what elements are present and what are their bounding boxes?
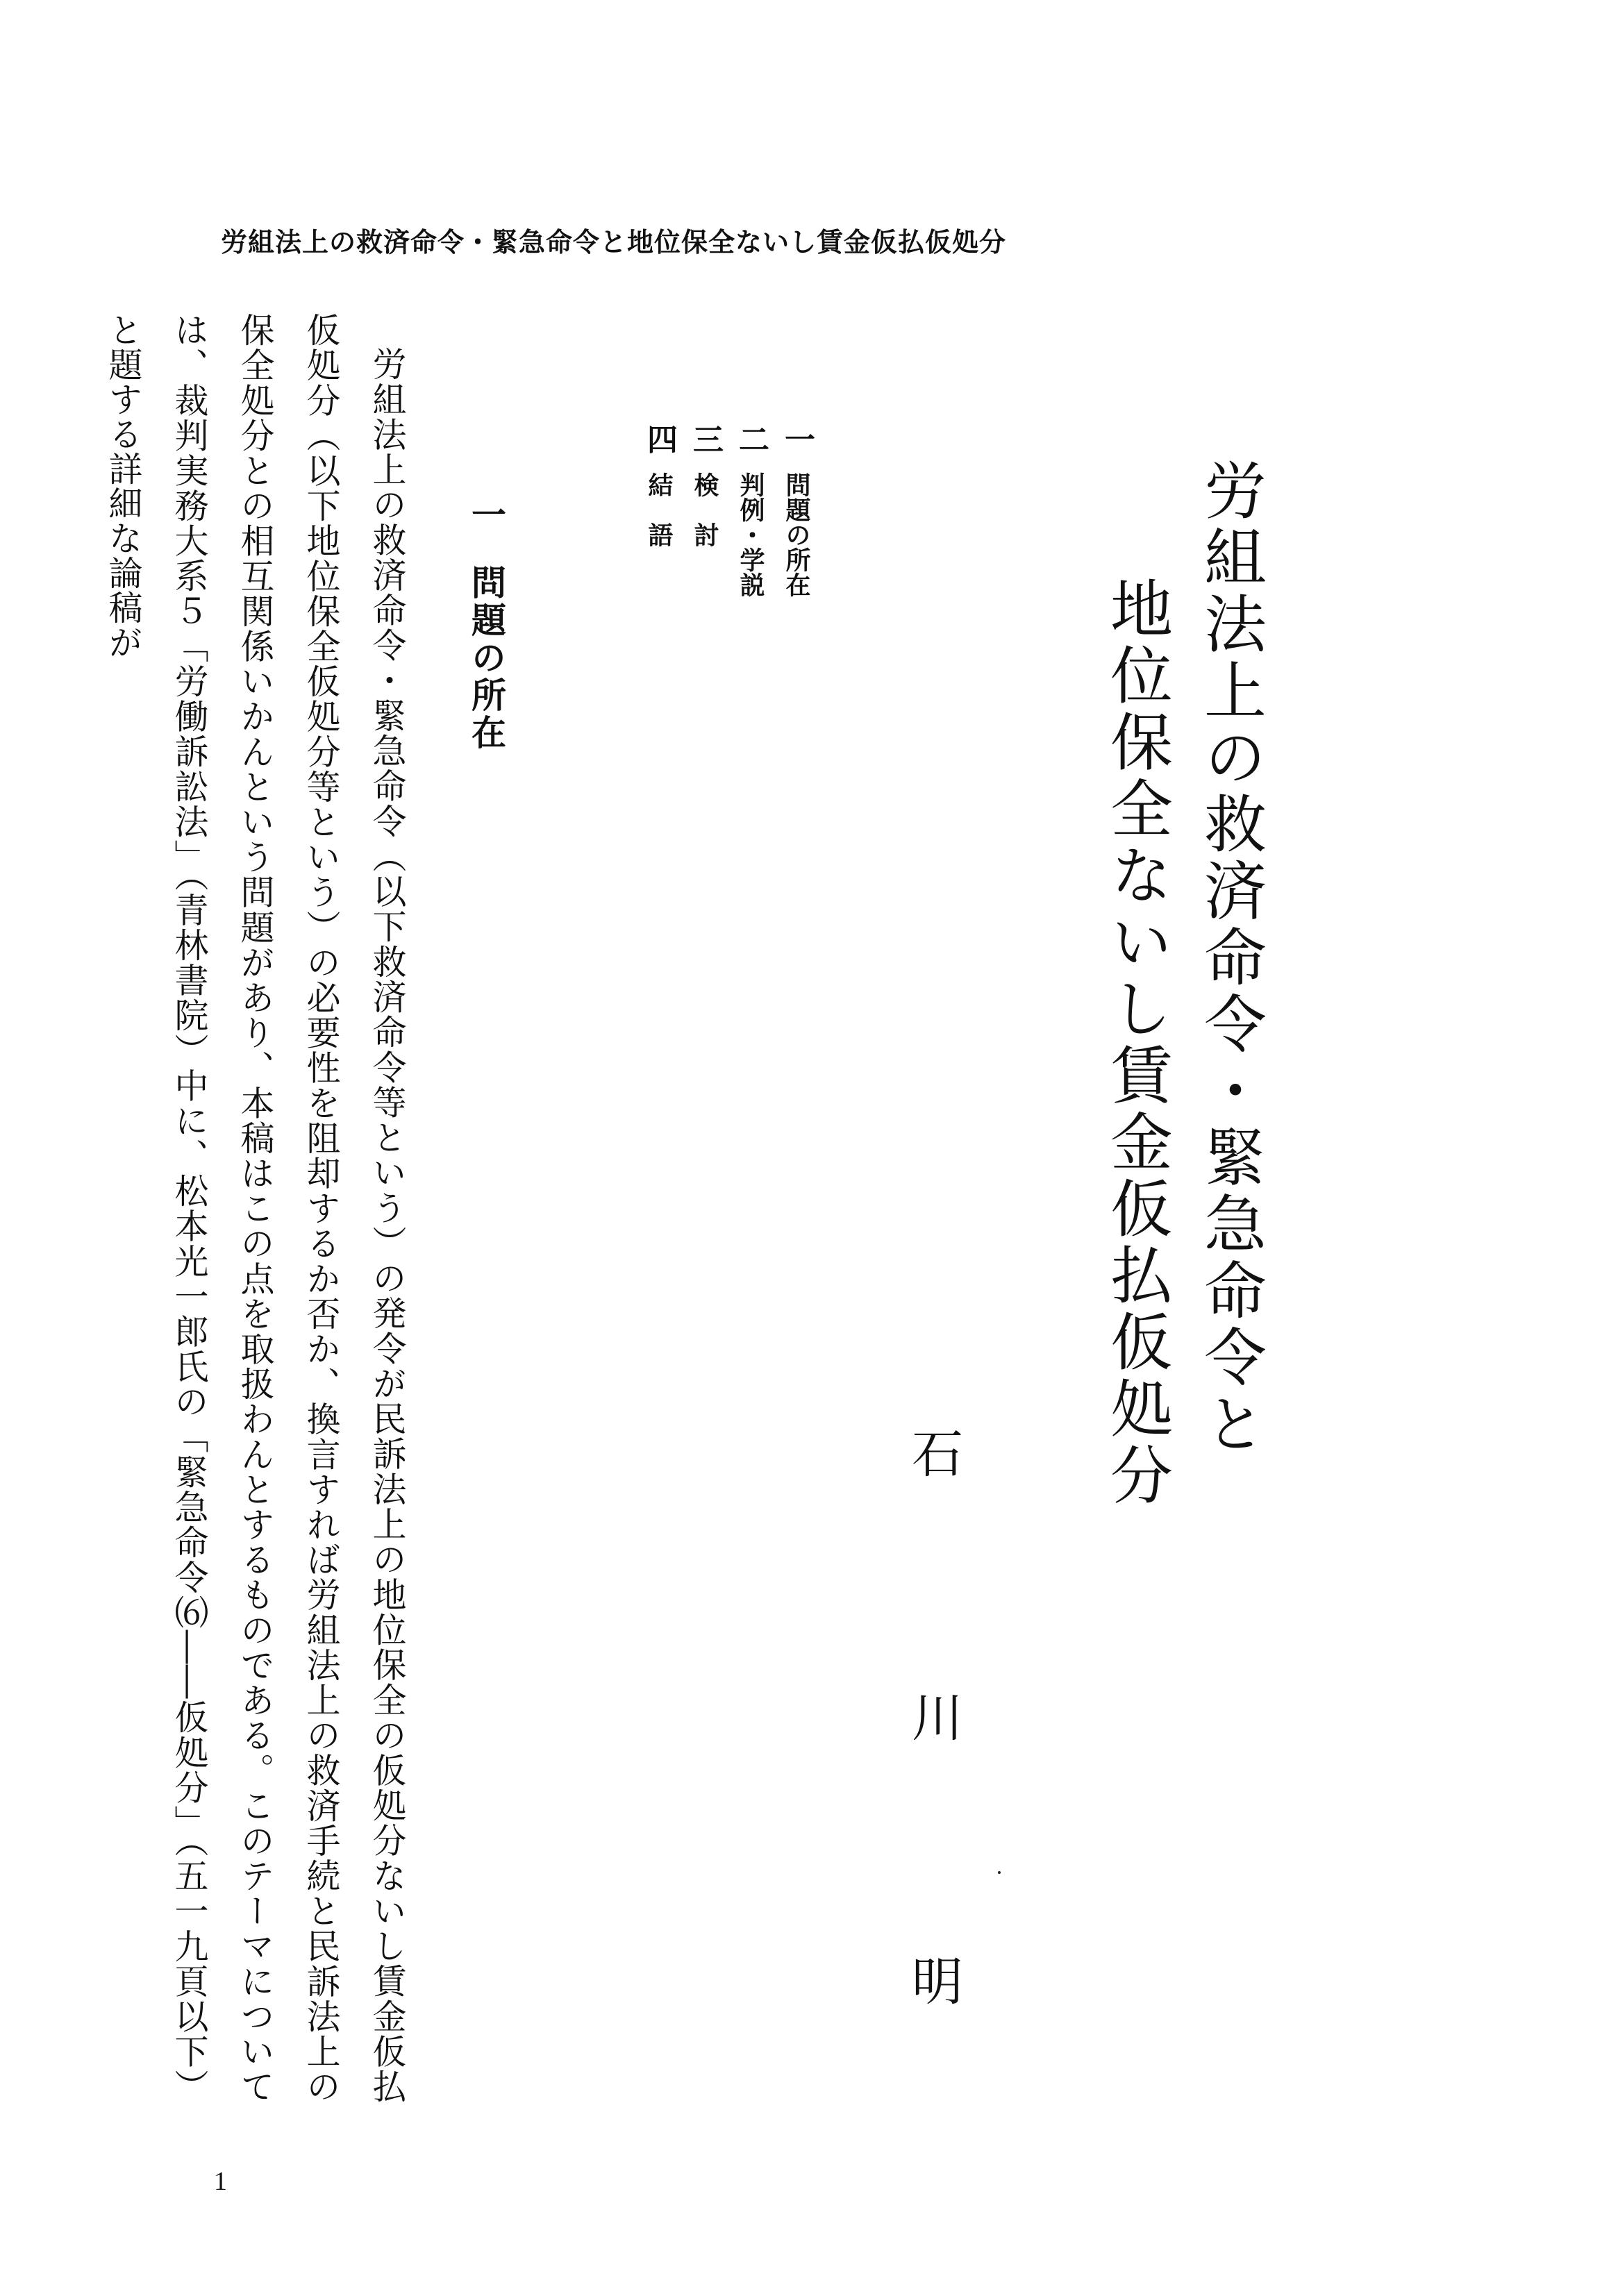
toc-item-number: 三: [687, 424, 723, 454]
stray-dot: [998, 1871, 1001, 1874]
section-number: 一: [466, 496, 507, 534]
section-title: 問題の所在: [466, 564, 507, 752]
body-paragraph: 労組法上の救済命令・緊急命令（以下救済命令等という）の発令が民訴法上の地位保全の仮処分ないし賃金仮払仮処分（以下地位保全仮処分等という）の必要性を阻却するか否か、換言すれば労組法上の救済手続と民訴法上の保全処分との相互関係いかんという問題があり、本稿はこの点を取扱わんとするものである。このテーマについては、裁判実務大系５「労働訴訟法」（青林書院）中に、松本光一郎氏の「緊急命令⑹――仮処分」（五一九頁以下）と題する詳細な論稿が: [103, 312, 407, 2104]
page-number: 1: [214, 2167, 227, 2196]
article-title-line-1: 労組法上の救済命令・緊急命令と: [1193, 458, 1266, 1458]
toc-item-label: 結 語: [644, 472, 674, 547]
running-head: 労組法上の救済命令・緊急命令と地位保全ないし賃金仮払仮処分: [221, 226, 1007, 258]
article-title-line-2: 地位保全ないし賃金仮払仮処分: [1099, 576, 1172, 1509]
body-text: [103, 312, 420, 2104]
toc-item-label: 問題の所在: [782, 472, 811, 597]
toc-item: [682, 424, 728, 632]
toc-item-number: 一: [779, 424, 815, 454]
author-char-2: 川: [912, 1689, 963, 1748]
toc-item: [636, 424, 682, 632]
toc-item-number: 四: [642, 424, 677, 454]
table-of-contents: [611, 424, 819, 632]
toc-item: [728, 424, 774, 632]
section-heading: [465, 496, 507, 752]
author-char-3: 明: [912, 1952, 963, 2012]
author-name: [906, 1423, 969, 2013]
toc-item-label: 判例・学説: [736, 472, 765, 597]
toc-item: [774, 424, 819, 632]
toc-item-label: 検 討: [690, 472, 719, 547]
author-char-1: 石: [912, 1425, 963, 1484]
toc-item-number: 二: [733, 424, 769, 454]
